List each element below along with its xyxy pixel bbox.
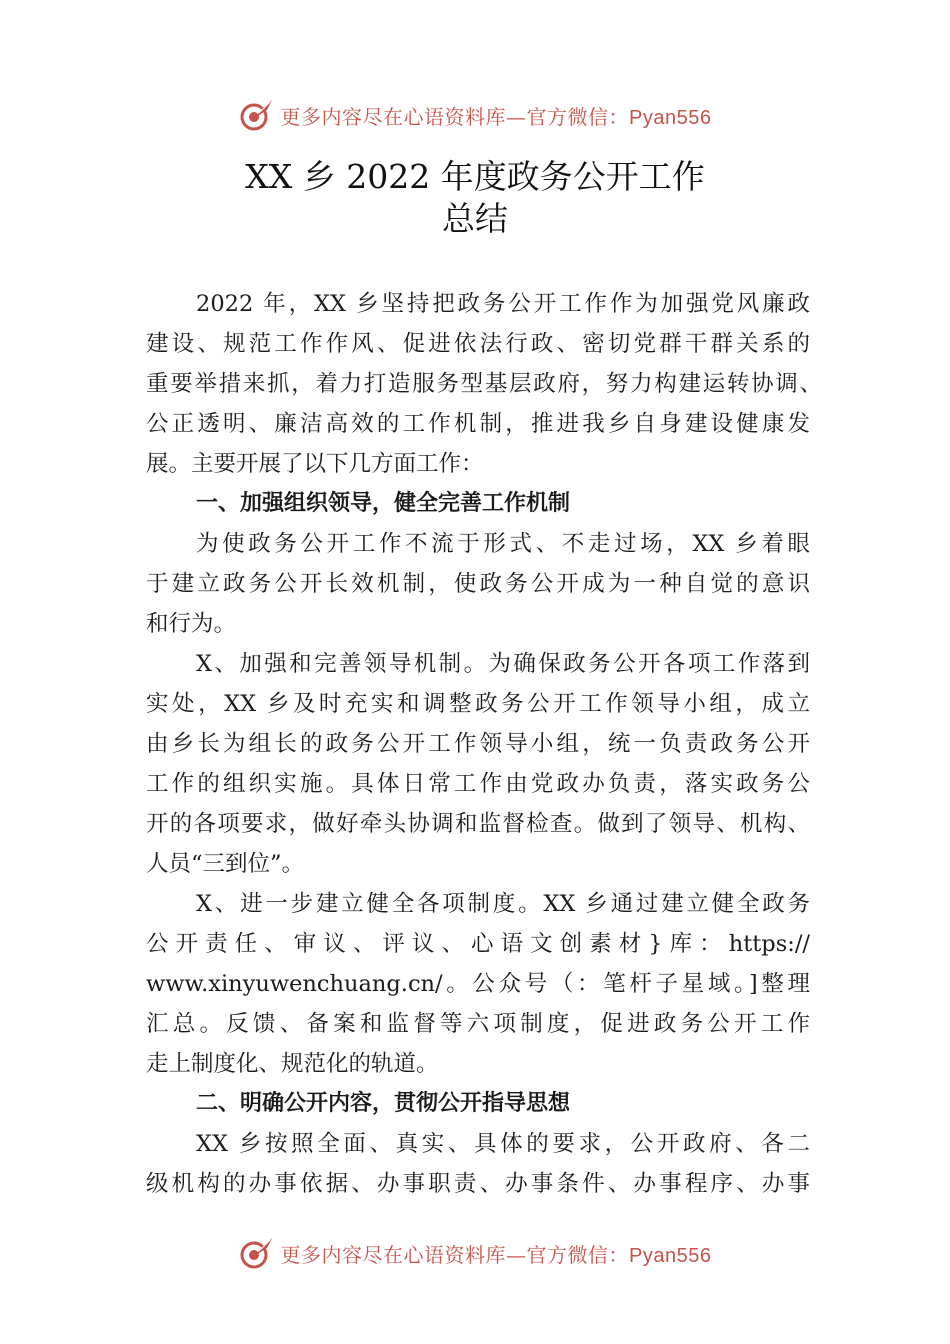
text-line: 重要举措来抓，着力打造服务型基层政府，努力构建运转协调、	[146, 371, 822, 397]
paragraph-intro	[146, 284, 822, 484]
text-line: 2022 年，XX 乡坚持把政务公开工作作为加强党风廉政	[196, 291, 810, 317]
text-line: 展。主要开展了以下几方面工作：	[146, 451, 484, 477]
text-line: 走上制度化、规范化的轨道。	[146, 1051, 439, 1077]
text-line: 级机构的办事依据、办事职责、办事条件、办事程序、办事	[146, 1171, 810, 1197]
text-line: 实处，XX 乡及时充实和调整政务公开工作领导小组，成立	[146, 691, 810, 717]
section-heading-1: 一、加强组织领导，健全完善工作机制	[196, 491, 571, 516]
document-title-line1: XX 乡 2022 年度政务公开工作	[245, 157, 705, 196]
text-line: 为使政务公开工作不流于形式、不走过场，XX 乡着眼	[196, 531, 810, 557]
paragraph-4	[146, 1124, 810, 1204]
quill-logo-icon	[239, 1235, 275, 1271]
text-line: 开的各项要求，做好牵头协调和监督检查。做到了领导、机构、	[146, 811, 810, 837]
paragraph-1	[146, 524, 810, 644]
text-line: 建设、规范工作作风、促进依法行政、密切党群干群关系的	[146, 331, 810, 357]
text-line: 人员“三到位”。	[146, 851, 305, 877]
document-title-line2: 总结	[442, 199, 508, 238]
text-line: 由乡长为组长的政务公开工作领导小组，统一负责政务公开	[146, 731, 810, 757]
text-line: 汇总。反馈、备案和监督等六项制度，促进政务公开工作	[146, 1011, 810, 1037]
paragraph-2	[146, 644, 810, 884]
section-heading-2: 二、明确公开内容，贯彻公开指导思想	[196, 1091, 571, 1116]
watermark-banner-bottom	[0, 1233, 950, 1273]
watermark-text: 更多内容尽在心语资料库—官方微信：Pyan556	[280, 104, 712, 129]
text-line: XX 乡按照全面、真实、具体的要求，公开政府、各二	[196, 1131, 810, 1157]
text-line: 于建立政务公开长效机制，使政务公开成为一种自觉的意识	[146, 571, 810, 597]
watermark-banner-top	[0, 95, 950, 135]
text-line: 工作的组织实施。具体日常工作由党政办负责，落实政务公	[146, 771, 810, 797]
text-line: 公正透明、廉洁高效的工作机制，推进我乡自身建设健康发	[146, 411, 810, 437]
text-line: 和行为。	[146, 611, 237, 637]
text-line: www.xinyuwenchuang.cn/。公众号（：笔杆子星域。]整理	[146, 971, 810, 997]
text-line: 公开责任、审议、评议、心语文创素材}库：https://	[146, 931, 810, 957]
text-line: X、加强和完善领导机制。为确保政务公开各项工作落到	[196, 651, 810, 677]
quill-logo-icon	[239, 97, 275, 133]
paragraph-3	[146, 884, 810, 1084]
body-text	[146, 284, 822, 1204]
watermark-text: 更多内容尽在心语资料库—官方微信：Pyan556	[280, 1242, 712, 1267]
text-line: X、进一步建立健全各项制度。XX 乡通过建立健全政务	[196, 891, 810, 917]
